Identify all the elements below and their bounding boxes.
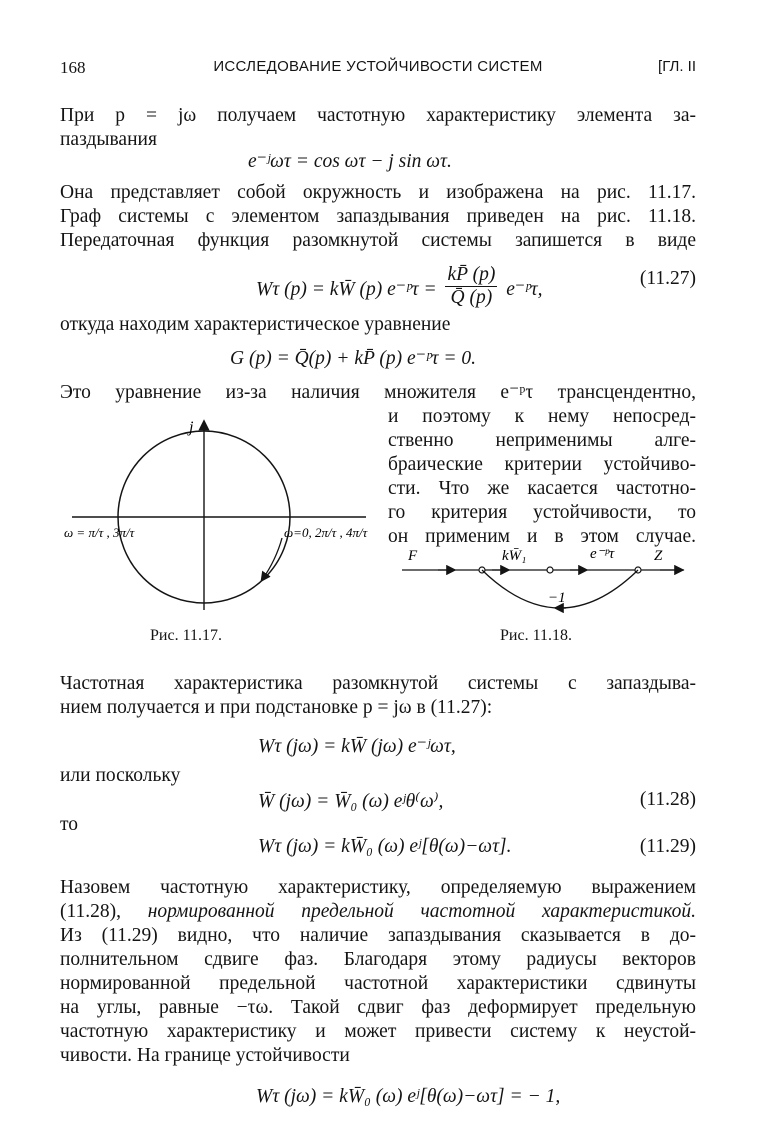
figure-caption-11-18: Рис. 11.18. (500, 627, 572, 644)
fraction-denominator: Q̄ (p) (450, 287, 493, 308)
paragraph-6 (60, 876, 696, 1068)
paragraph-3 (60, 313, 696, 337)
text-line: нормированной предельной частотной характеристики сдвинуты (60, 973, 696, 994)
equation-number: (11.29) (639, 836, 696, 857)
left-point-label: ω = π/τ , 3π/τ (64, 525, 135, 540)
characteristic-equation: G (p) = Q̄(p) + kP̄ (p) e⁻ᵖτ = 0. (230, 348, 477, 369)
paragraph-then (60, 813, 696, 837)
text-line: Назовем частотную характеристику, определяемую выражением (60, 877, 696, 898)
equation-number: (11.28) (639, 789, 696, 810)
text-line: Она представляет собой окружность и изображена на рис. 11.17. (60, 182, 696, 203)
equation-11-29: Wτ (jω) = kW̄₀ (ω) eʲ[θ(ω)−ωτ]. (258, 836, 512, 857)
text-line: ственно неприменимы алге- (388, 430, 696, 451)
text-line: Передаточная функция разомкнутой системы запишется в виде (60, 230, 696, 251)
text-line: Из (11.29) видно, что наличие запаздывания сказывается в до- (60, 925, 696, 946)
emphasized-term: нормированной предельной частотной характеристикой. (147, 901, 696, 922)
edge-delay-label: e⁻ᵖτ (590, 546, 615, 562)
equation-11-27 (256, 264, 543, 313)
fraction-numerator: kP̄ (p) (447, 264, 496, 285)
equation-lhs: Wτ (p) = kW̄ (p) e⁻ᵖτ = (256, 278, 437, 300)
equation-rhs: e⁻ᵖτ, (506, 278, 543, 300)
text-line: нием получается и при подстановке p = jω в (11.27): (60, 697, 493, 718)
text-line: откуда находим характеристическое уравнение (60, 314, 451, 335)
edge-kW-label: kW̄₁ (502, 548, 527, 564)
figure-11-17 (60, 410, 380, 625)
figure-11-18 (398, 542, 698, 622)
equation-delay-element: e⁻ʲωτ = cos ωτ − j sin ωτ. (248, 151, 452, 172)
graph-node (547, 567, 553, 573)
equation-W-jw: Wτ (jω) = kW̄ (jω) e⁻ʲωτ, (258, 736, 456, 757)
node-Z-label: Z (654, 548, 663, 564)
page-header (60, 58, 696, 84)
text-line: Граф системы с элементом запаздывания приведен на рис. 11.18. (60, 206, 696, 227)
text-line: частотную характеристику и может привести систему к неустой- (60, 1021, 696, 1042)
text-line: го критерия устойчивости, то (388, 502, 696, 523)
text-line: он применим и в этом случае. (388, 526, 696, 547)
text-line: то (60, 814, 79, 835)
text-line: браические критерии устойчиво- (388, 454, 696, 475)
text-line: полнительном сдвиге фаз. Благодаря этому радиусы векторов (60, 949, 696, 970)
text-line: сти. Что же касается частотно- (388, 478, 696, 499)
paragraph-4-wrap (388, 405, 696, 549)
text-line: Частотная характеристика разомкнутой системы с запаздыва- (60, 673, 696, 694)
node-F-label: F (408, 548, 418, 564)
text-line: на углы, равные −τω. Такой сдвиг фаз деформирует предельную (60, 997, 696, 1018)
text-line: и поэтому к нему непосред- (388, 406, 696, 427)
right-point-label: ω=0, 2π/τ , 4π/τ (284, 525, 368, 540)
text-line: или поскольку (60, 765, 181, 786)
figure-caption-11-17: Рис. 11.17. (150, 627, 222, 644)
equation-11-28: W̄ (jω) = W̄₀ (ω) eʲθ⁽ω⁾, (258, 791, 444, 812)
text-line: Это уравнение из-за наличия множителя e⁻ᵖτ трансцендентно, (60, 382, 696, 403)
running-title: ИССЛЕДОВАНИЕ УСТОЙЧИВОСТИ СИСТЕМ (213, 58, 543, 75)
axis-j-label: j (189, 419, 194, 436)
paragraph-or-since (60, 764, 696, 788)
text-line: При p = jω получаем частотную характеристику элемента за- (60, 105, 696, 126)
page-number: 168 (60, 58, 86, 77)
text-line: чивости. На границе устойчивости (60, 1045, 350, 1066)
text-line: (11.28), нормированной предельной частотной характеристикой. (60, 901, 696, 922)
text-line: паздывания (60, 129, 157, 150)
equation-number: (11.27) (639, 268, 696, 289)
feedback-label: −1 (548, 590, 566, 606)
paragraph-2 (60, 181, 696, 253)
chapter-label: [ГЛ. II (658, 58, 696, 75)
equation-stability-boundary: Wτ (jω) = kW̄₀ (ω) eʲ[θ(ω)−ωτ] = − 1, (256, 1086, 561, 1107)
paragraph-1 (60, 104, 696, 152)
paragraph-5 (60, 672, 696, 720)
fraction (445, 264, 497, 309)
paragraph-4 (60, 381, 696, 405)
